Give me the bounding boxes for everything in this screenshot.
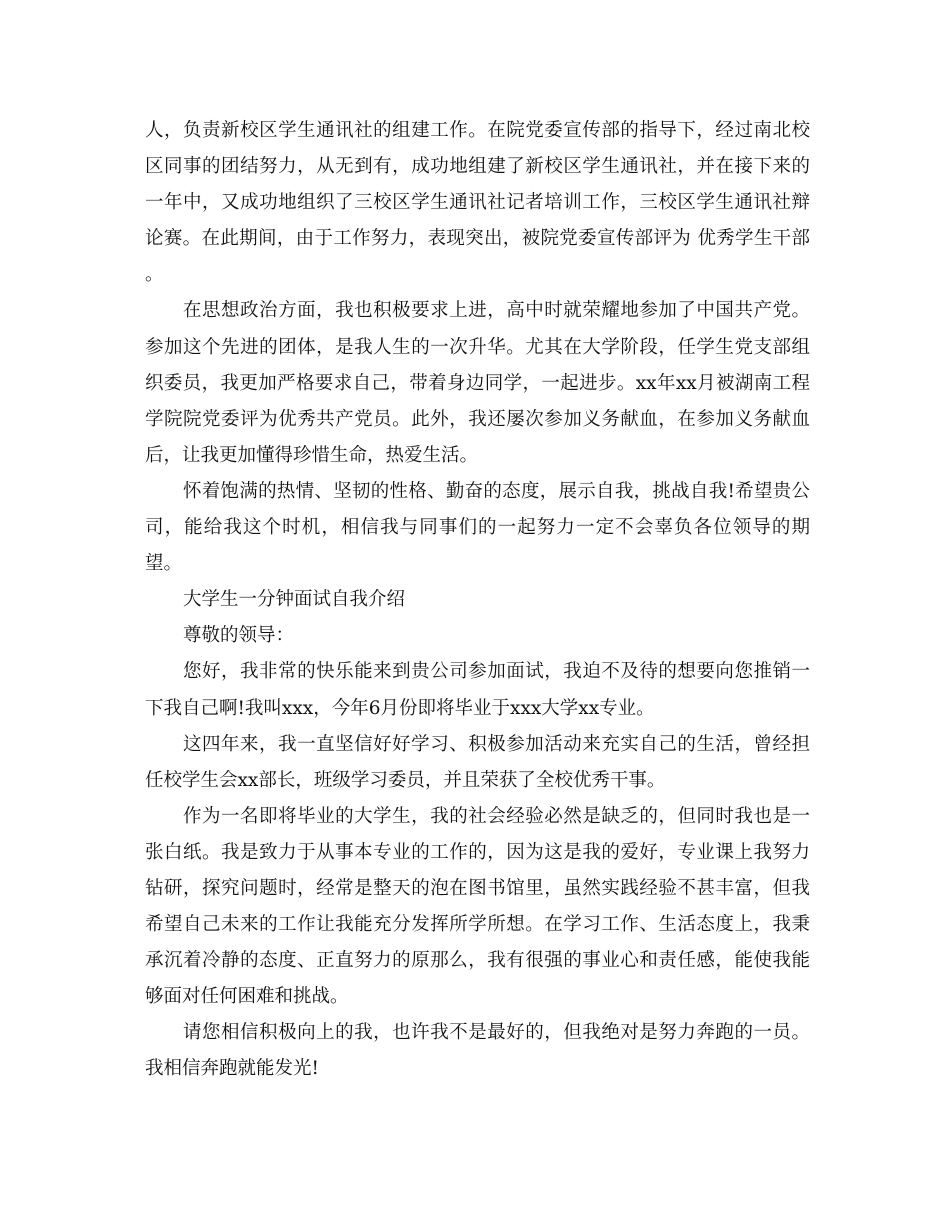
paragraph-political: 在思想政治方面，我也积极要求上进，高中时就荣耀地参加了中国共产党。参加这个先进的团体，是我人生的一次升华。尤其在大学阶段，任学生党支部组织委员，我更加严格要求自己，带着身边同学，一起进步。xx年xx月被湖南工程学院院党委评为优秀共产党员。此外，我还屡次参加义务献血，在参加义务献血后，让我更加懂得珍惜生命，热爱生活。 — [145, 300, 810, 466]
section-title: 大学生一分钟面试自我介绍 — [183, 589, 406, 611]
paragraph-conclusion: 请您相信积极向上的我，也许我不是最好的，但我绝对是努力奔跑的一员。我相信奔跑就能发光! — [145, 1022, 810, 1080]
paragraph-graduate: 作为一名即将毕业的大学生，我的社会经验必然是缺乏的，但同时我也是一张白纸。我是致力于从事本专业的工作的，因为这是我的爱好，专业课上我努力钻研，探究问题时，经常是整天的泡在图书馆里，虽然实践经验不甚丰富，但我希望自己未来的工作让我能充分发挥所学所想。在学习工作、生活态度上，我秉承沉着冷静的态度、正直努力的原那么，我有很强的事业心和责任感，能使我能够面对任何困难和挑战。 — [145, 805, 810, 1008]
paragraph-closing-hope: 怀着饱满的热情、坚韧的性格、勤奋的态度，展示自我，挑战自我!希望贵公司，能给我这个时机，相信我与同事们的一起努力一定不会辜负各位领导的期望。 — [145, 480, 810, 575]
paragraph-four-years: 这四年来，我一直坚信好好学习、积极参加活动来充实自己的生活，曾经担任校学生会xx部长，班级学习委员，并且荣获了全校优秀干事。 — [145, 733, 810, 791]
salutation: 尊敬的领导： — [183, 625, 295, 647]
paragraph-greeting: 您好，我非常的快乐能来到贵公司参加面试，我迫不及待的想要向您推销一下我自己啊!我叫xxx，今年6月份即将毕业于xxx大学xx专业。 — [145, 661, 810, 719]
paragraph-continued: 人，负责新校区学生通讯社的组建工作。在院党委宣传部的指导下，经过南北校区同事的团结努力，从无到有，成功地组建了新校区学生通讯社，并在接下来的一年中，又成功地组织了三校区学生通讯社记者培训工作，三校区学生通讯社辩论赛。在此期间，由于工作努力，表现突出，被院党委宣传部评为 优秀学生干部 。 — [145, 120, 810, 286]
document-body — [145, 113, 810, 1088]
